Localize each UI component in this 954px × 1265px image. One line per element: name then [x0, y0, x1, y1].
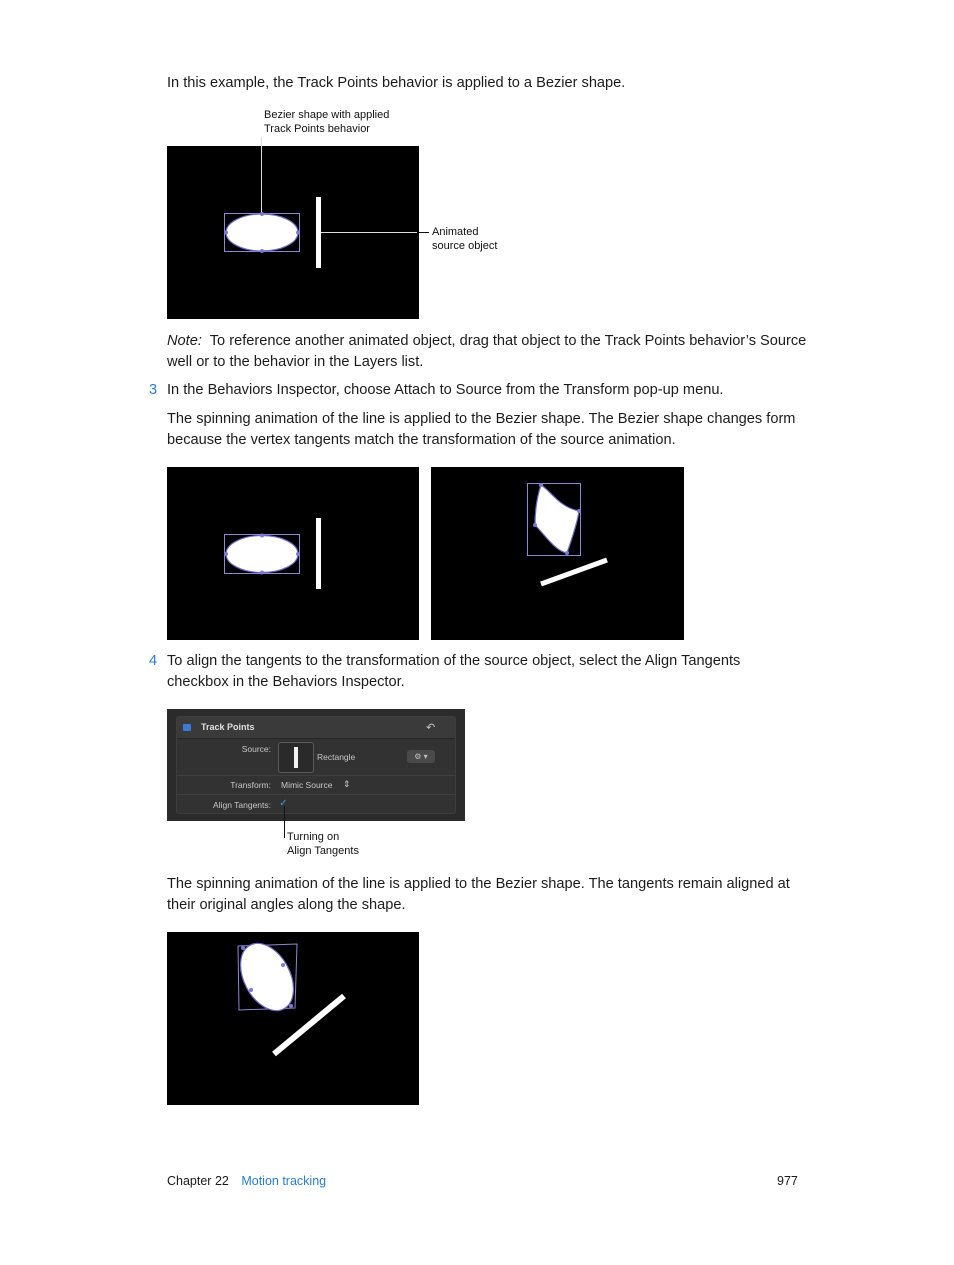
popup-stepper-icon[interactable]: ⇕ — [343, 779, 351, 789]
behaviors-inspector — [167, 709, 465, 821]
reset-icon[interactable]: ↶ — [426, 722, 436, 734]
note-paragraph — [167, 331, 807, 373]
bezier-ellipse — [226, 214, 298, 251]
vertex-handle — [249, 988, 253, 992]
spinning-paragraph-1: The spinning animation of the line is applied to the Bezier shape. The Bezier shape changes form because the vertex tangents match the transformation of the source animation. — [167, 411, 796, 448]
page-number: 977 — [777, 1174, 798, 1188]
chapter-label: Chapter 22 — [167, 1174, 229, 1188]
row-divider — [177, 794, 455, 795]
vertex-handle — [565, 551, 569, 555]
behavior-enable-checkbox[interactable] — [183, 724, 191, 731]
callout-align-tangents: Turning on Align Tangents — [287, 831, 359, 857]
vertex-handle — [296, 231, 300, 235]
step-number-4: 4 — [149, 653, 158, 669]
source-gear-button[interactable]: ⚙ ▾ — [407, 750, 435, 763]
vertex-handle — [260, 571, 264, 575]
vertex-handle — [260, 249, 264, 253]
source-well[interactable] — [278, 742, 314, 773]
transform-popup[interactable]: Mimic Source — [281, 780, 333, 790]
figure-frame-deformed — [431, 467, 684, 640]
intro-paragraph: In this example, the Track Points behavior is applied to a Bezier shape. — [167, 75, 626, 91]
panel-title: Track Points — [201, 722, 255, 732]
callout-bezier-shape: Bezier shape with applied Track Points behavior — [264, 109, 390, 135]
vertex-handle — [539, 483, 543, 487]
vertex-handle — [260, 534, 264, 538]
vertex-handle — [224, 231, 228, 235]
step-3-text: In the Behaviors Inspector, choose Attach to Source from the Transform pop-up menu. — [167, 382, 724, 398]
section-link[interactable]: Motion tracking — [241, 1174, 327, 1188]
source-line — [316, 518, 321, 589]
source-label: Source: — [241, 744, 271, 754]
vertex-handle — [281, 963, 285, 967]
vertex-handle — [289, 1004, 293, 1008]
note-text: To reference another animated object, drag that object to the Track Points behavior’s Source well or to the behavior in the Layers list. — [167, 333, 807, 370]
figure-track-points-example — [167, 108, 527, 320]
bezier-ellipse — [226, 536, 298, 573]
transform-label: Transform: — [230, 780, 271, 790]
step-4-text: To align the tangents to the transformation of the source object, select the Align Tangents checkbox in the Behaviors Inspector. — [167, 653, 741, 690]
vertex-handle — [577, 509, 581, 513]
source-value: Rectangle — [317, 752, 356, 762]
vertex-handle — [260, 212, 264, 216]
vertex-handle — [241, 946, 245, 950]
track-points-panel — [176, 716, 456, 814]
source-thumbnail — [294, 747, 298, 768]
vertex-handle — [533, 523, 537, 527]
source-line — [316, 197, 321, 268]
figure-frame-before — [167, 467, 419, 640]
align-tangents-checkbox[interactable]: ✓ — [279, 798, 288, 809]
row-divider — [177, 775, 455, 776]
footer-chapter — [167, 1174, 326, 1188]
callout-source-object: Animated source object — [432, 226, 498, 252]
note-label: Note: — [167, 333, 202, 349]
align-tangents-label: Align Tangents: — [213, 800, 271, 810]
figure-frame-aligned — [167, 932, 419, 1105]
step-number-3: 3 — [149, 382, 158, 398]
vertex-handle — [296, 552, 300, 556]
vertex-handle — [224, 552, 228, 556]
spinning-paragraph-2: The spinning animation of the line is applied to the Bezier shape. The tangents remain aligned at their original angles along the shape. — [167, 876, 790, 913]
